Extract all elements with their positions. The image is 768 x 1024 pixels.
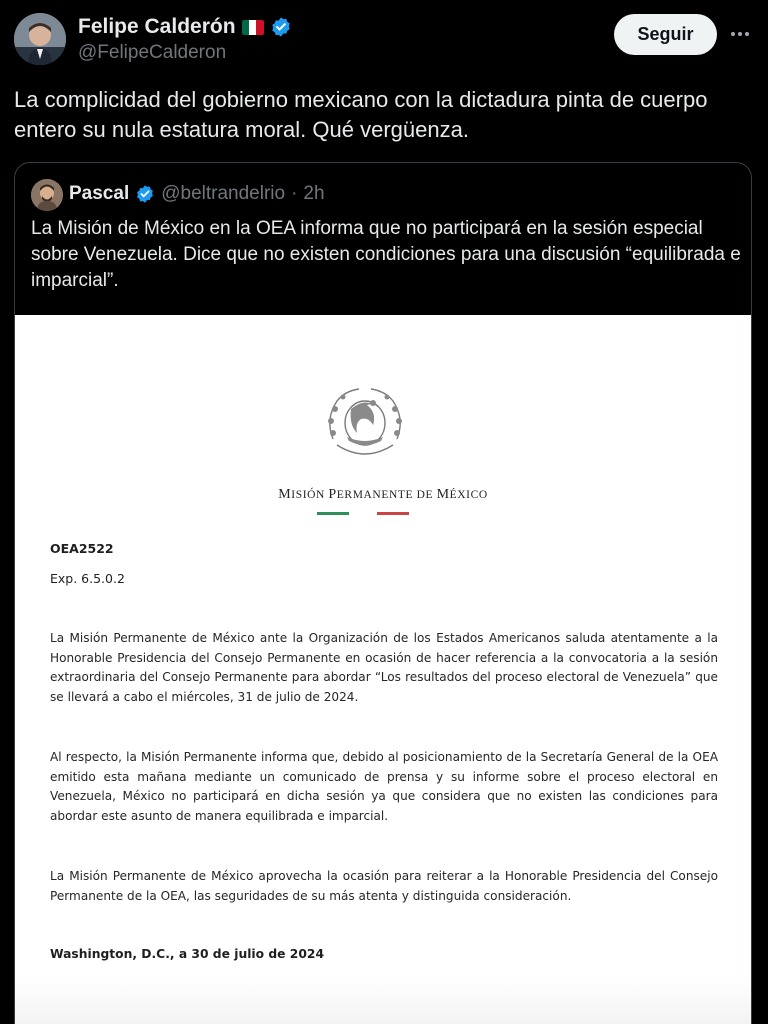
quoted-tweet[interactable] <box>14 162 752 1024</box>
verified-badge-icon <box>270 16 292 38</box>
tweet-text: La complicidad del gobierno mexicano con la dictadura pinta de cuerpo entero su nula estatura moral. Qué vergüenza. <box>14 87 708 142</box>
author-name-row[interactable] <box>78 15 292 39</box>
mexico-flag-icon <box>242 20 264 35</box>
letter-reference-code: OEA2522 <box>50 541 114 556</box>
author-name[interactable]: Felipe Calderón <box>78 15 236 38</box>
image-bottom-fade <box>15 975 751 1024</box>
quote-author-row[interactable] <box>69 183 325 205</box>
red-stripe <box>377 512 409 515</box>
letter-paragraph-3: La Misión Permanente de México aprovecha la ocasión para reiterar a la Honorable Presidencia del Consejo Permanente de la OEA, las seguridades de su más atenta y distinguida consideración. <box>50 869 718 903</box>
quote-text: La Misión de México en la OEA informa que no participará en la sesión especial sobre Venezuela. Dice que no existen condiciones para una discusión “equilibrada e imparcial”. <box>31 218 741 291</box>
letter-heading: MISIÓN PERMANENTE DE MÉXICO <box>278 487 488 502</box>
letter-paragraph-1: La Misión Permanente de México ante la Organización de los Estados Americanos saluda atentamente a la Honorable Presidencia del Consejo Permanente en ocasión de hacer referencia a la convocatoria a la sesión extraordinaria del Consejo Permanente para abordar “Los resultados del proceso electoral de Venezuela” que se llevará a cabo el miércoles, 31 de julio de 2024. <box>50 631 718 704</box>
quote-separator: · <box>291 183 298 204</box>
quote-author-avatar[interactable] <box>31 179 63 211</box>
quote-author-handle[interactable]: @beltrandelrio <box>161 183 286 204</box>
mexico-coat-of-arms-icon <box>315 379 415 475</box>
letter-paragraph-2: Al respecto, la Misión Permanente informa que, debido al posicionamiento de la Secretaría General de la OEA emitido esta mañana mediante un comunicado de prensa y su informe sobre el proceso electoral en Venezuela, México no participará en dicha sesión ya que considera que no existen las condiciones para abordar este asunto de manera equilibrada e imparcial. <box>50 750 718 823</box>
letter-file-number: Exp. 6.5.0.2 <box>50 571 125 586</box>
letter-image[interactable] <box>15 315 751 1024</box>
author-handle[interactable]: @FelipeCalderon <box>78 42 227 63</box>
follow-button[interactable]: Seguir <box>614 14 717 55</box>
green-stripe <box>317 512 349 515</box>
more-options-icon[interactable] <box>726 22 754 46</box>
letter-date: Washington, D.C., a 30 de julio de 2024 <box>50 947 325 961</box>
quote-timestamp[interactable]: 2h <box>303 183 325 204</box>
quote-author-name[interactable]: Pascal <box>69 183 130 204</box>
author-avatar[interactable] <box>14 13 66 65</box>
verified-badge-icon <box>135 184 155 204</box>
